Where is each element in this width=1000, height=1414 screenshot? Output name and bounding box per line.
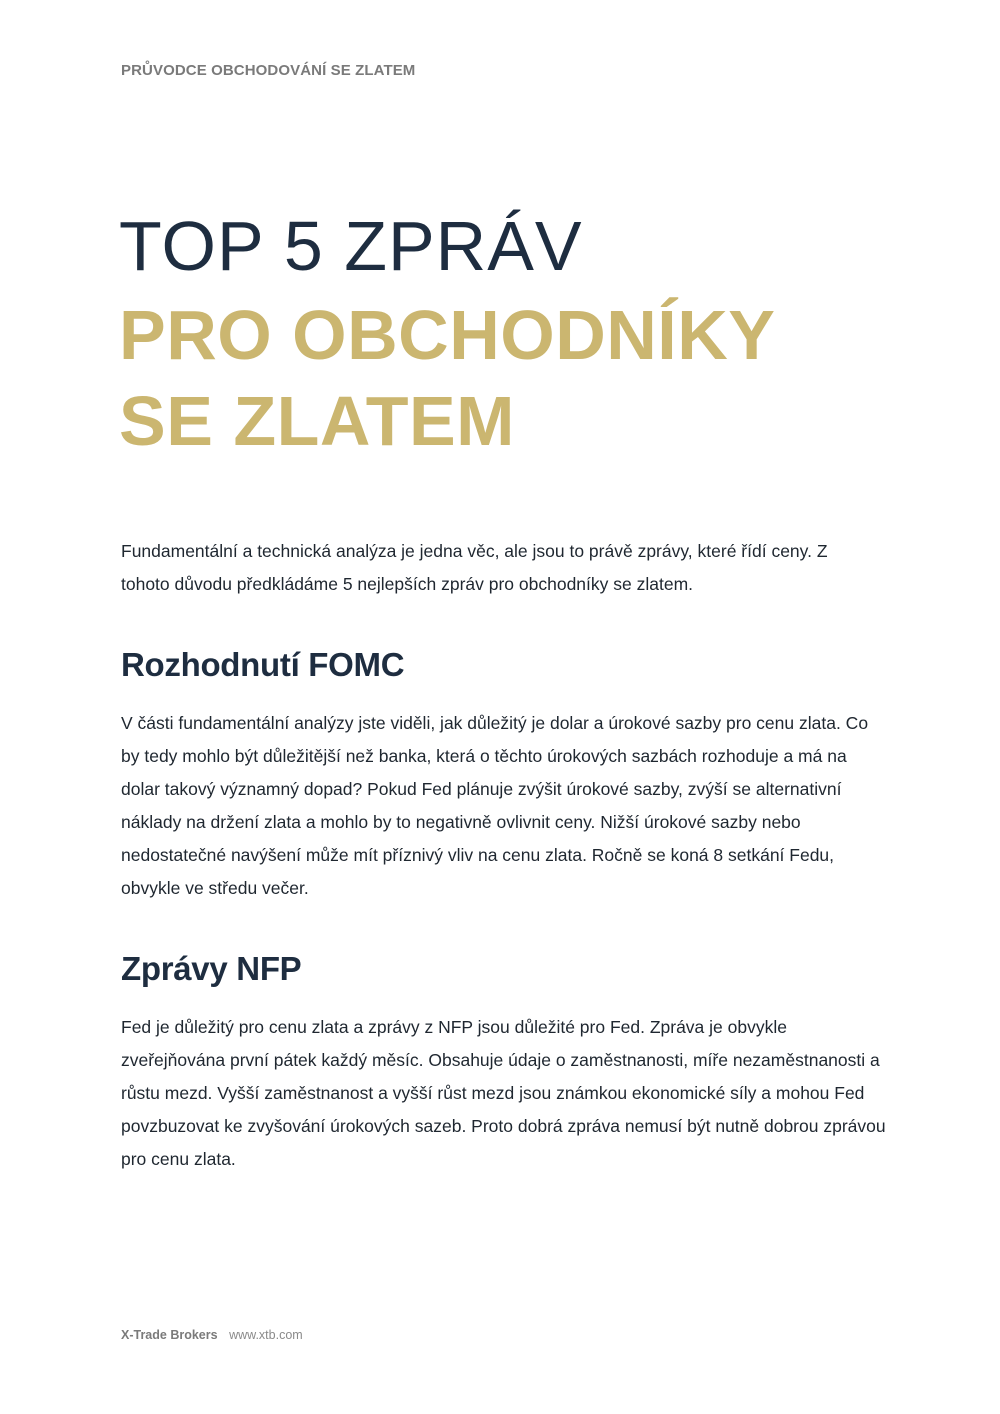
intro-paragraph: Fundamentální a technická analýza je jedna věc, ale jsou to právě zprávy, které řídí ceny. Z tohoto důvodu předkládáme 5 nejlepších zpráv pro obchodníky se zlatem. <box>121 541 828 594</box>
page-subtitle: PRO OBCHODNÍKY SE ZLATEM <box>119 296 775 460</box>
section-body-fomc: V části fundamentální analýzy jste viděli, jak důležitý je dolar a úrokové sazby pro cenu zlata. Co by tedy mohlo být důležitější než banka, která o těchto úrokových sazbách rozhoduje a má na dolar takový významný dopad? Pokud Fed plánuje zvýšit úrokové sazby, zvýší se alternativní náklady na držení zlata a mohlo by to negativně ovlivnit ceny. Nižší úrokové sazby nebo nedostatečné navýšení může mít příznivý vliv na cenu zlata. Ročně se koná 8 setkání Fedu, obvykle ve středu večer. <box>121 713 869 898</box>
section-body-nfp: Fed je důležitý pro cenu zlata a zprávy z NFP jsou důležité pro Fed. Zpráva je obvykle zveřejňována první pátek každý měsíc. Obsahuje údaje o zaměstnanosti, míře nezaměstnanosti a růstu mezd. Vyšší zaměstnanost a vyšší růst mezd jsou známkou ekonomické síly a mohou Fed povzbuzovat ke zvyšování úrokových sazeb. Proto dobrá zpráva nemusí být nutně dobrou zprávou pro cenu zlata. <box>121 1017 886 1169</box>
footer <box>121 1328 303 1342</box>
footer-company: X-Trade Brokers <box>121 1328 218 1342</box>
footer-website-link[interactable]: www.xtb.com <box>229 1328 303 1342</box>
section-heading-nfp: Zprávy NFP <box>121 950 302 987</box>
running-header: PRŮVODCE OBCHODOVÁNÍ SE ZLATEM <box>121 62 416 79</box>
page-title: TOP 5 ZPRÁV <box>119 207 583 285</box>
section-heading-fomc: Rozhodnutí FOMC <box>121 646 405 683</box>
